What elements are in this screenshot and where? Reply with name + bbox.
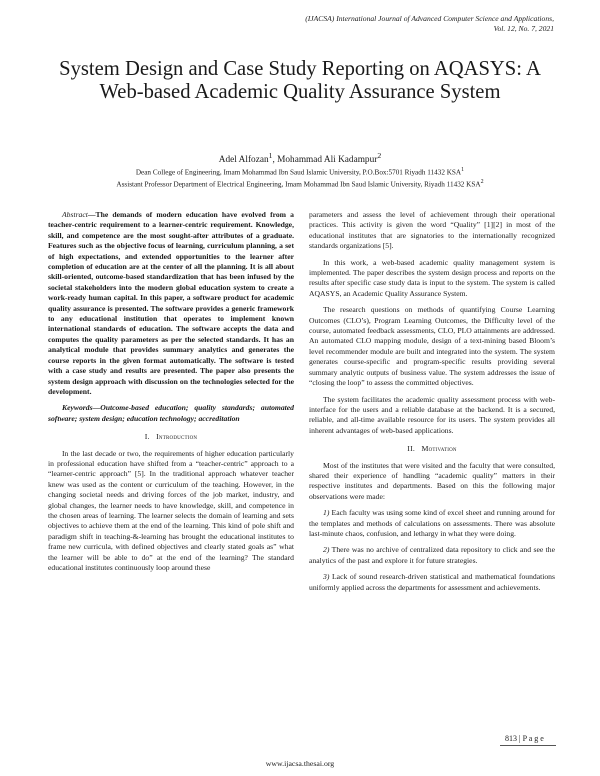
abstract-text: The demands of modern education have evolved from a teacher-centric requirement to a learner-centric requirement. Knowledge, skill, and competence are the most sought-after attributes of a graduate. Features such as the objective focus of learning, curriculum planning, a set of high expectations, and extended opportunities to the learner after completion of education are at the center of all the planning. It is all about skill-oriented, outcome-based standardization that has been infused by the societal stakeholders into the modern global education system to create a work-ready human capital. In this paper, a software product for academic quality assurance is presented. The software provides a generic framework to any educational institution that operates to implement known international standards of education. The software accepts the data and computes the quality parameters as per the selected standards. It has an analytical module that provides summary analytics and generates the course reports in the given format automatically. The software is tested with a case study and results are presented. The paper also presents the system design approach with discussion on the technologies selected for the development. bbox=[48, 210, 294, 396]
paragraph: parameters and assess the level of achievement through their operational practices. This activity is given the word “Quality” [1][2] in most of the educational institutes that are signatories to the internationally recognized standards organizations [5]. bbox=[309, 210, 555, 251]
abstract-lead: Abstract bbox=[62, 210, 88, 219]
author-sup: 2 bbox=[377, 151, 382, 160]
right-column bbox=[309, 210, 555, 599]
paragraph: In this work, a web-based academic quality management system is implemented. The paper describes the system design process and reports on the results after specific case study data is input to the system. The system is called AQASYS, an Academic Quality Assurance System. bbox=[309, 257, 555, 298]
paragraph: Most of the institutes that were visited and the faculty that were consulted, shared their experience of handling “academic quality” matters in their respective institutes and departments. Based on this the following major observations were made: bbox=[309, 460, 555, 501]
page-number: 813 | P a g e bbox=[505, 734, 544, 743]
observation-item: 3) Lack of sound research-driven statistical and mathematical foundations uniformly applied across the departments for assessment and achievements. bbox=[309, 572, 555, 592]
paragraph: In the last decade or two, the requirements of higher education particularly in professional education have shifted from a “teacher-centric” approach to a “learner-centric approach” [5]. In the traditional approach whatever teacher knew was used as the content or curriculum of the teaching. However, in the changing societal needs and driving forces of the job market, industry, and global changes, the learner needs to have knowledge, skill, and competence in the chosen areas of learning. The learner selects the domain of learning and sets objectives to achieve them at the end of the learning. This kind of pole shift and paradigm shift in teaching-&-learning has brought the educational institutes to frame new curricula, with defined objectives and clearly stated goals as” what the learner will be able to do” at the end of the learning? The standard educational institutes continuously loop around these bbox=[48, 448, 294, 572]
footer-divider bbox=[500, 745, 556, 746]
paragraph: The system facilitates the academic quality assessment process with web-interface for the users and a reliable database at the backend. It is a secured, reliable, and all-time available resource for its users. The system provides all inherent advantages of web-based applications. bbox=[309, 394, 555, 435]
author-list bbox=[40, 150, 560, 166]
author-name: Adel Alfozan bbox=[218, 155, 269, 166]
abstract bbox=[48, 210, 294, 397]
affiliation: Assistant Professor Department of Electrical Engineering, Imam Mohammad Ibn Saud Islamic University, Riyadh 11432 KSA$^2$ bbox=[116, 179, 484, 189]
author-name: Mohammad Ali Kadampur bbox=[277, 155, 378, 166]
affiliations bbox=[30, 165, 570, 190]
journal-url[interactable]: www.ijacsa.thesai.org bbox=[265, 759, 335, 768]
observation-item: 1) Each faculty was using some kind of excel sheet and running around for the templates and methods of calculations on assessments. There was absolute last-minute chaos, confusion, and lethargy in what they were doing. bbox=[309, 508, 555, 538]
journal-volume: Vol. 12, No. 7, 2021 bbox=[493, 24, 554, 33]
author-sup: 1 bbox=[268, 151, 273, 160]
keywords: Keywords—Outcome-based education; quality standards; automated software; system design; education technology; accreditation bbox=[48, 403, 294, 423]
abstract-dash: — bbox=[87, 210, 96, 219]
journal-header bbox=[194, 14, 554, 34]
section-heading: I. Introduction bbox=[144, 432, 198, 442]
paragraph: The research questions on methods of quantifying Course Learning Outcomes (CLO’s), Program Learning Outcomes, the Difficulty level of the course, automated feedback assessments, CLO, PLO attainments are addressed. An automated CLO mapping module, design of a text-mining based Bloom’s level recommender module are built and integrated into the system. The system generates course-specific and program-specific results providing several summary analytic outputs of business value. The system addresses the issue of “closing the loop” to assess the committed objectives. bbox=[309, 305, 555, 388]
affiliation: Dean College of Engineering, Imam Mohammad Ibn Saud Islamic University, P.O.Box:5701 Riyadh 11432 KSA$^1$ bbox=[135, 167, 465, 177]
journal-name: (IJACSA) International Journal of Advanced Computer Science and Applications, bbox=[305, 14, 554, 23]
observation-item: 2) There was no archive of centralized data repository to click and see the analytics of the past and explore it for future strategies. bbox=[309, 545, 555, 565]
author-separator: , bbox=[272, 155, 278, 166]
left-column bbox=[48, 210, 294, 579]
section-heading: II. Motivation bbox=[407, 444, 457, 454]
paper-title: System Design and Case Study Reporting on AQASYS: A Web-based Academic Quality Assurance System bbox=[59, 58, 541, 103]
